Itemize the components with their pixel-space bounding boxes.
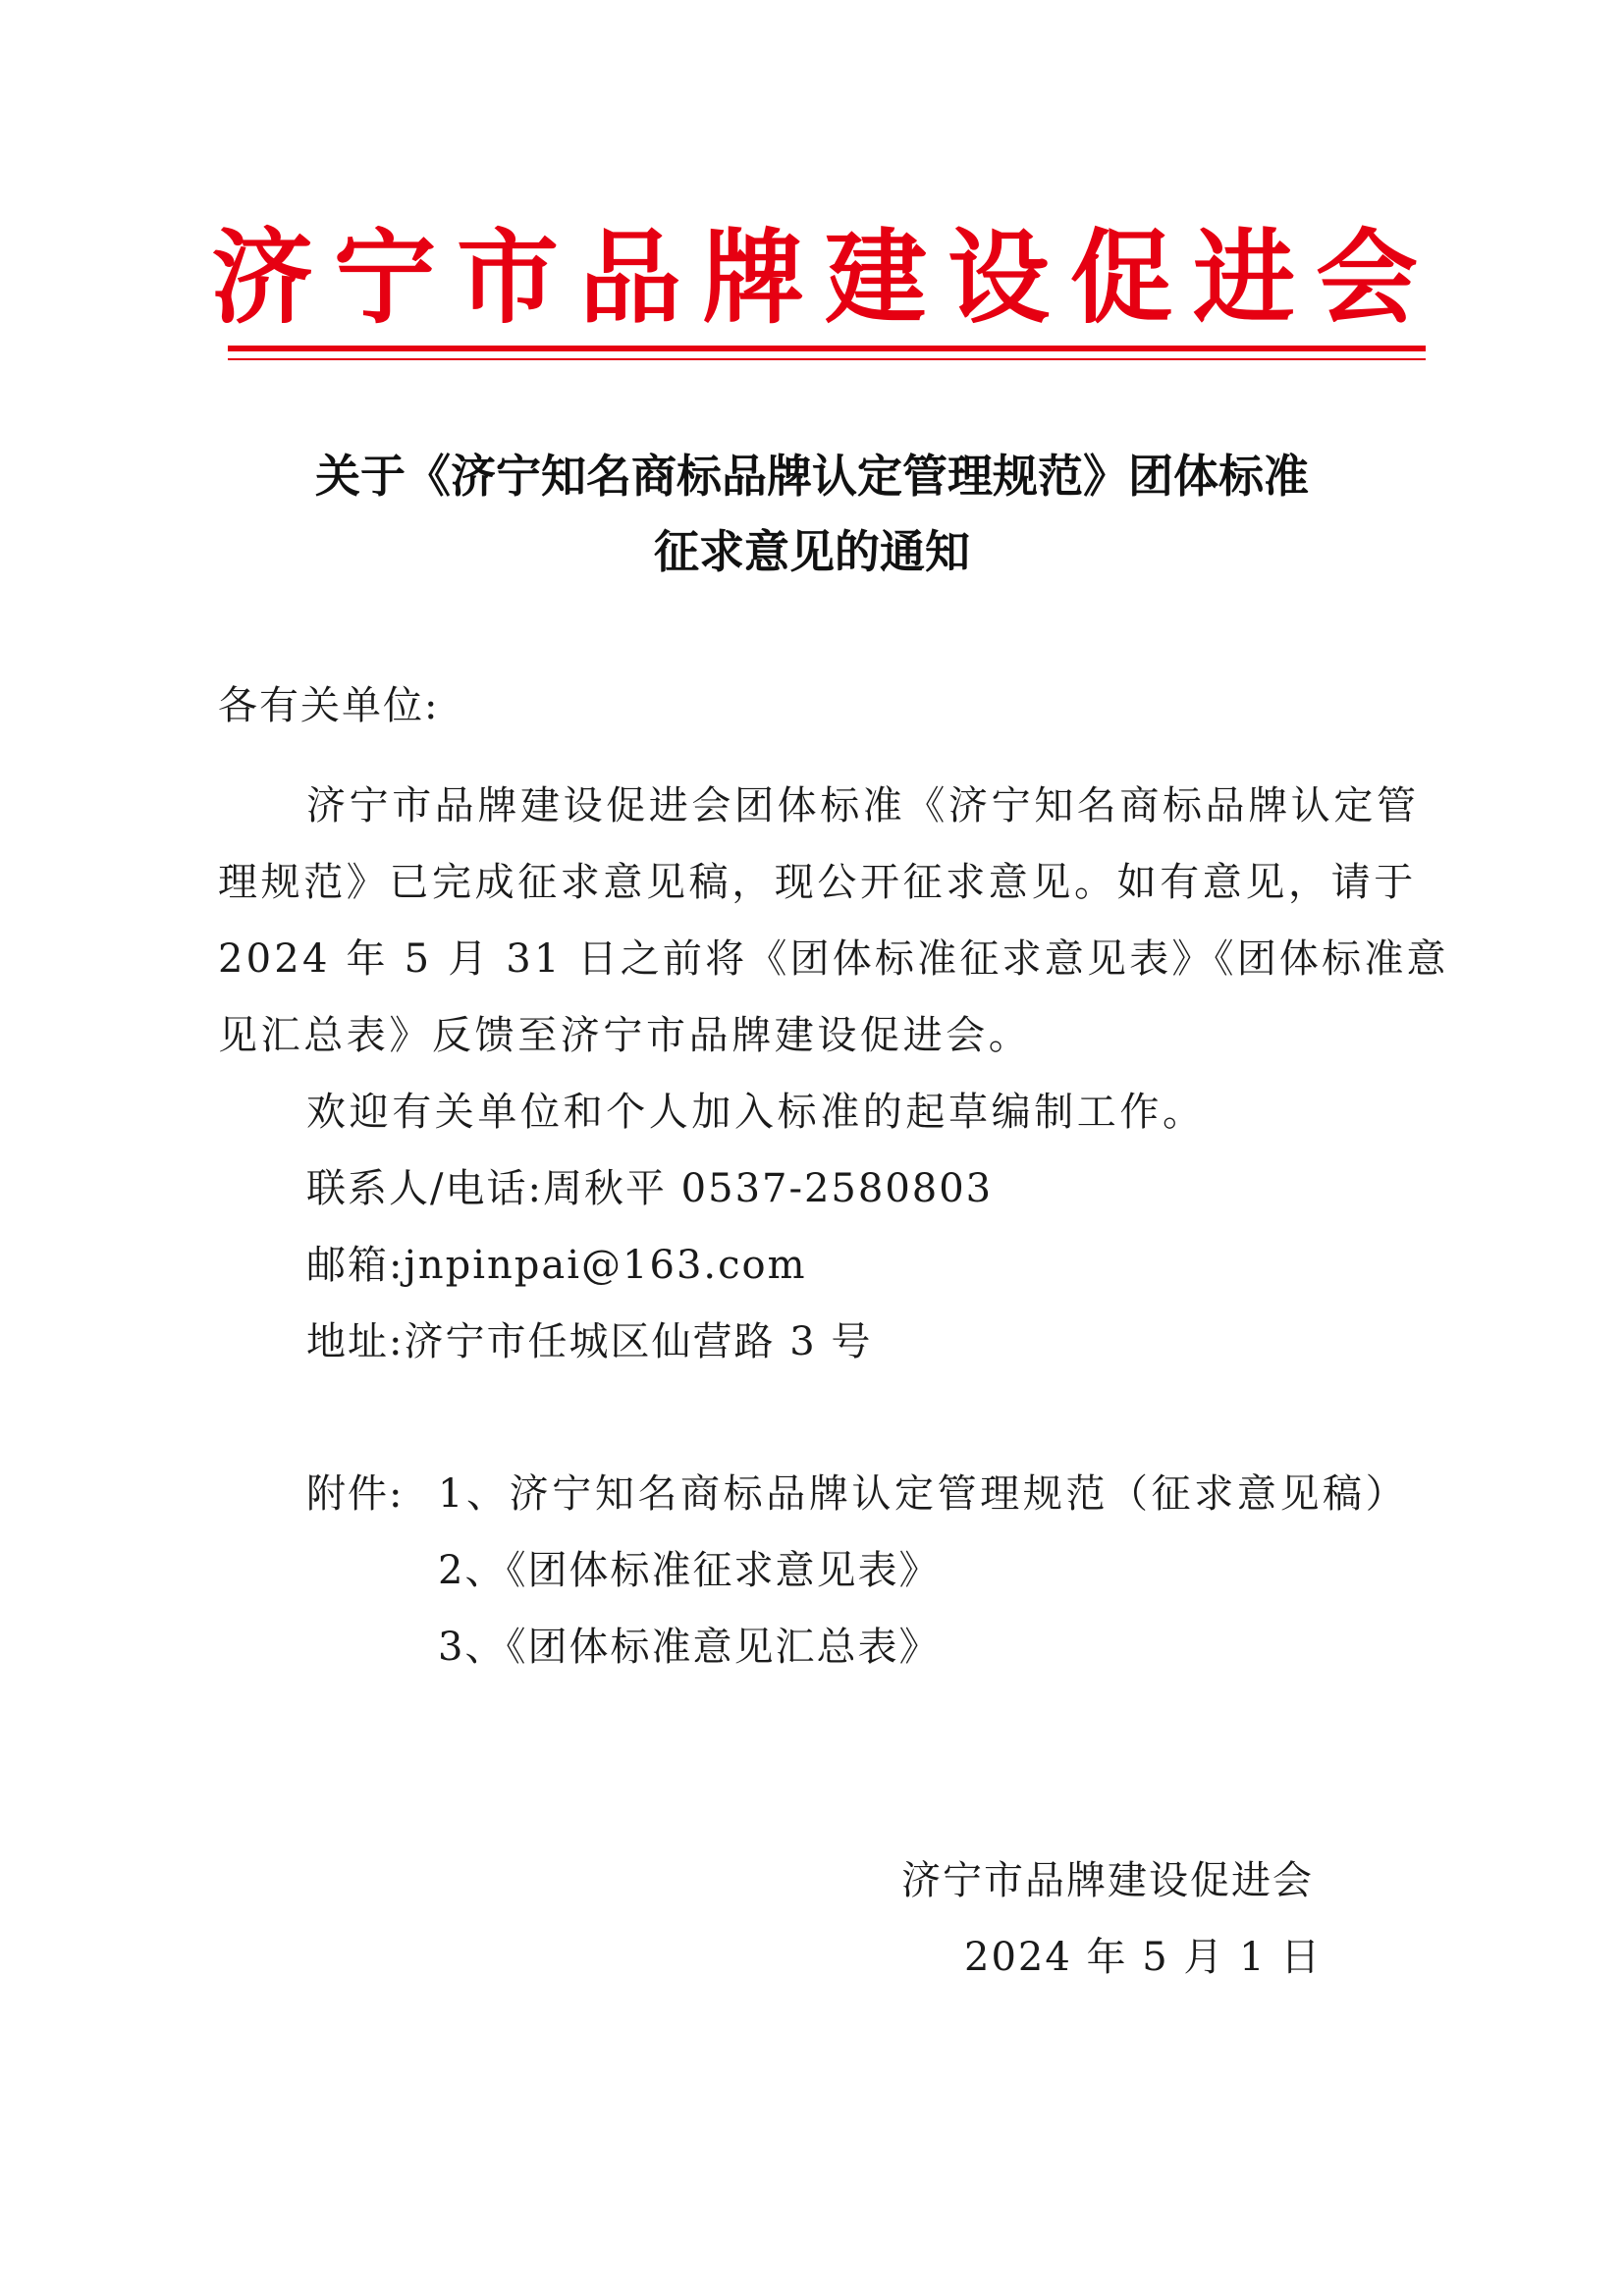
paragraph-1-line-1: 济宁市品牌建设促进会团体标准《济宁知名商标品牌认定管 xyxy=(306,783,1420,828)
paragraph-1-line-2: 理规范》已完成征求意见稿，现公开征求意见。如有意见，请于 xyxy=(218,860,1417,905)
attachment-item-1: 1、济宁知名商标品牌认定管理规范（征求意见稿） xyxy=(438,1471,1409,1517)
attachment-item-2: 2、《团体标准征求意见表》 xyxy=(438,1548,941,1593)
attachments-label: 附件: xyxy=(306,1471,405,1517)
paragraph-2: 欢迎有关单位和个人加入标准的起草编制工作。 xyxy=(306,1090,1206,1135)
signature-date: 2024 年 5 月 1 日 xyxy=(964,1935,1323,1980)
header-rule-thin xyxy=(228,358,1426,360)
address-info: 地址:济宁市任城区仙营路 3 号 xyxy=(306,1319,873,1364)
attachment-item-3: 3、《团体标准意见汇总表》 xyxy=(438,1625,941,1670)
header-rule-thick xyxy=(228,346,1426,351)
signature-org: 济宁市品牌建设促进会 xyxy=(901,1858,1314,1903)
salutation: 各有关单位: xyxy=(218,683,440,728)
paragraph-1-line-3: 2024 年 5 月 31 日之前将《团体标准征求意见表》《团体标准意 xyxy=(218,936,1449,982)
paragraph-1-line-4: 见汇总表》反馈至济宁市品牌建设促进会。 xyxy=(218,1013,1032,1058)
title-line-2: 征求意见的通知 xyxy=(654,525,970,578)
contact-info: 联系人/电话:周秋平 0537-2580803 xyxy=(306,1166,994,1211)
org-name-header: 济宁市品牌建设促进会 xyxy=(211,217,1439,338)
title-line-1: 关于《济宁知名商标品牌认定管理规范》团体标准 xyxy=(315,450,1309,503)
email-info: 邮箱:jnpinpai@163.com xyxy=(306,1243,807,1288)
